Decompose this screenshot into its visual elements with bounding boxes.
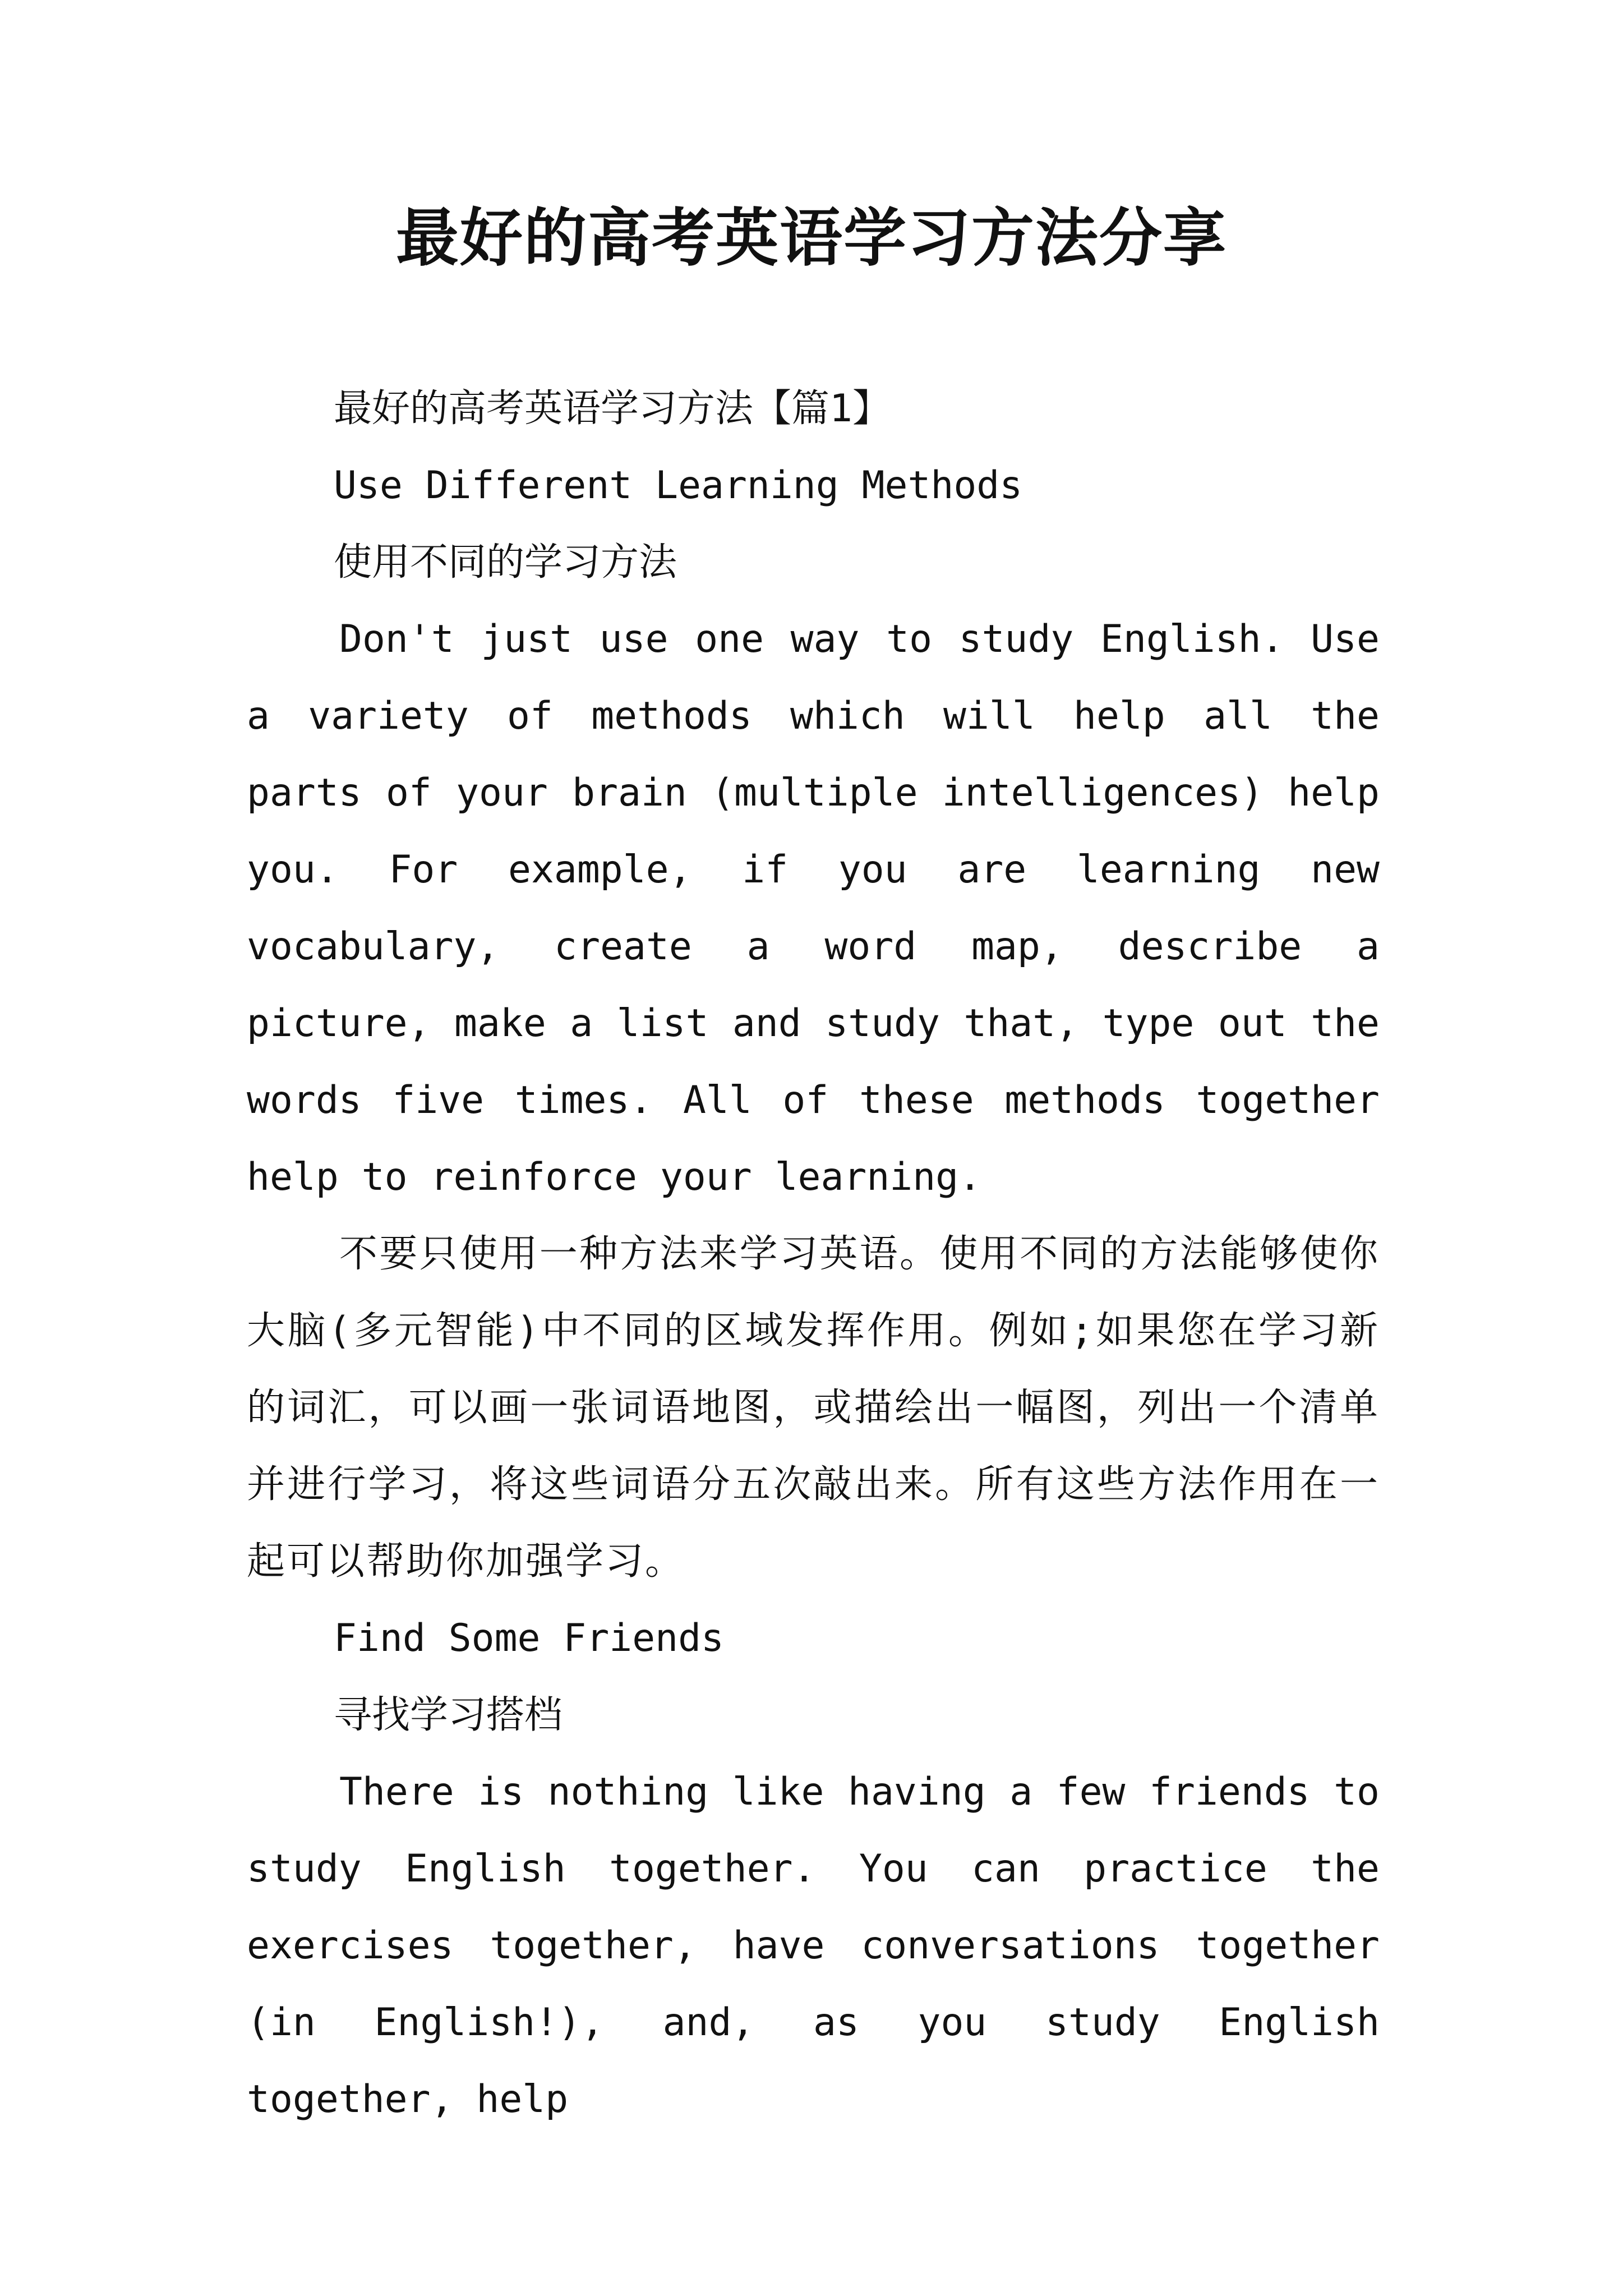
subheading-en: Use Different Learning Methods: [334, 463, 1023, 508]
section-heading: 最好的高考英语学习方法【篇1】: [334, 386, 891, 431]
subheading-cn: 寻找学习搭档: [334, 1693, 563, 1737]
paragraph-en: Don't just use one way to study English. Use a variety of methods which will help all the parts of your brain (multiple intelligences) help you. For example, if you are learning new vocabulary, create a word map, describe a picture, make a list and study that, type out the words five times. All of these methods together help to reinforce your learning.: [247, 617, 1380, 1199]
paragraph-cn: 不要只使用一种方法来学习英语。使用不同的方法能够使你大脑(多元智能)中不同的区域发挥作用。例如;如果您在学习新的词汇，可以画一张词语地图，或描绘出一幅图，列出一个清单并进行学习，将这些词语分五次敲出来。所有这些方法作用在一起可以帮助你加强学习。: [247, 1232, 1380, 1584]
document-title: 最好的高考英语学习方法分享: [396, 201, 1227, 275]
document-body: [247, 370, 1380, 2138]
subheading-en: Find Some Friends: [334, 1616, 724, 1660]
paragraph-en: There is nothing like having a few friends to study English together. You can practice the exercises together, have conversations together (in English!), and, as you study English together, help: [247, 1770, 1380, 2122]
subheading-cn: 使用不同的学习方法: [334, 540, 677, 585]
